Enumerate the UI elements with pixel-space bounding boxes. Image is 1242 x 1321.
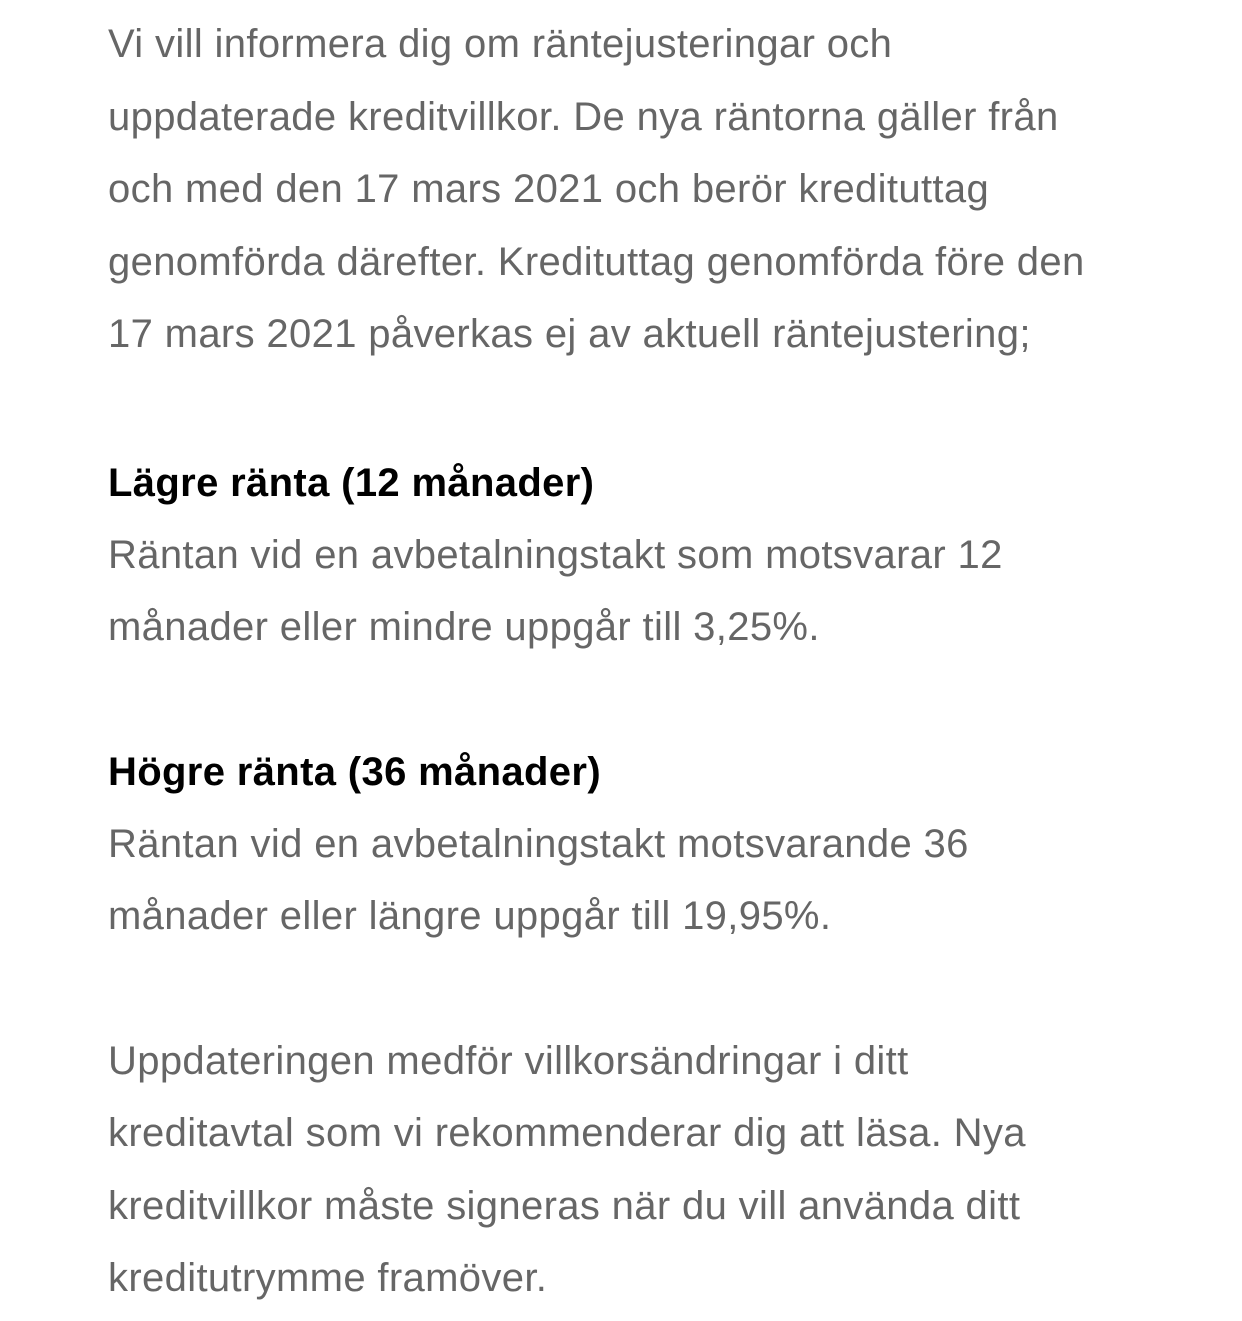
low-rate-paragraph: Räntan vid en avbetalningstakt som motsvarar 12 månader eller mindre uppgår till 3,25%. [108,532,1003,649]
low-rate-heading: Lägre ränta (12 månader) [108,460,595,505]
high-rate-section [108,736,1188,953]
high-rate-paragraph: Räntan vid en avbetalningstakt motsvarande 36 månader eller längre uppgår till 19,95%. [108,821,969,938]
high-rate-heading: Högre ränta (36 månader) [108,749,601,794]
intro-paragraph: Vi vill informera dig om räntejusteringar och uppdaterade kreditvillkor. De nya räntorna gäller från och med den 17 mars 2021 och berör kredituttag genomförda därefter. Kredituttag genomförda före den 17 mars 2021 påverkas ej av aktuell räntejustering; [108,22,1085,356]
closing-paragraph: Uppdateringen medför villkorsändringar i ditt kreditavtal som vi rekommenderar dig att läsa. Nya kreditvillkor måste signeras när du vill använda ditt kreditutrymme framöver. [108,1038,1026,1300]
message-body [108,0,1188,1315]
low-rate-section [108,447,1188,664]
